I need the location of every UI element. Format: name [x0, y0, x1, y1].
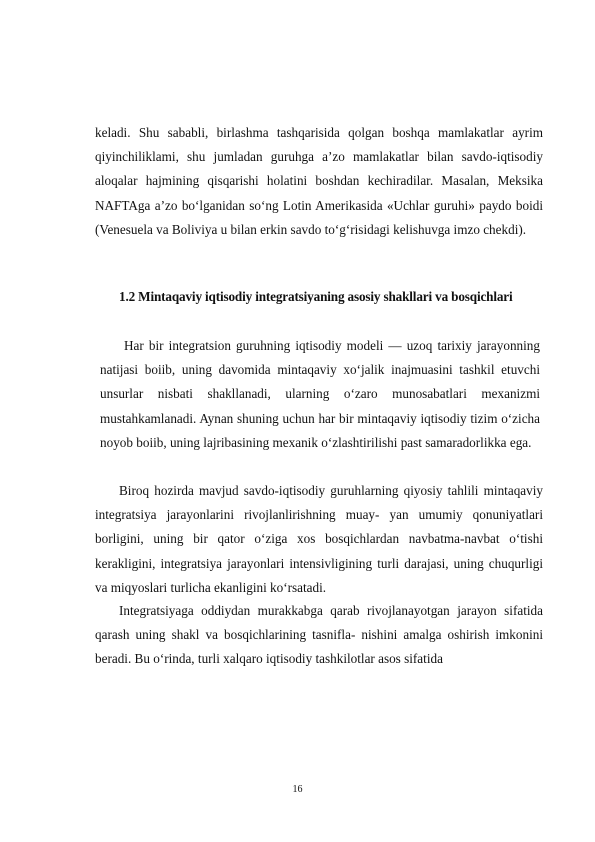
paragraph-comparative-analysis: Biroq hozirda mavjud savdo-iqtisodiy guruhlarning qiyosiy tahlili mintaqaviy integratsiya jarayonlarini rivojlanlirishning muay- yan umumiy qonuniyatlari borligini, uning bir qator o‘ziga xos bosqichlardan navbatma-navbat o‘tishi kerakligini, integratsiya jarayonlari intensivligining turli darajasi, uning chuqurligi va miqyoslari turlicha ekanligini ko‘rsatadi.: [95, 483, 543, 595]
paragraph-economic-model: Har bir integratsion guruhning iqtisodiy modeli — uzoq tarixiy jarayonning natijasi boiib, uning davomida mintaqaviy xo‘jalik inajmuasini tashkil etuvchi unsurlar nisbati shakllanadi, ularning o‘zaro munosabatlari mexanizmi mustahkamlanadi. Aynan shuning uchun har bir mintaqaviy iqtisodiy tizim o‘zicha noyob boiib, uning lajribasining mexanik o‘zlashtirilishi past samaradorlikka ega.: [100, 338, 540, 450]
section-heading: 1.2 Mintaqaviy iqtisodiy integratsiyaning asosiy shakllari va bosqichlari: [119, 289, 513, 304]
page-number: 16: [292, 784, 303, 795]
paragraph-integration-process: Integratsiyaga oddiydan murakkabga qarab rivojlanayotgan jarayon sifatida qarash uning shakl va bosqichlarining tasnifla- nishini amalga oshirish imkonini beradi. Bu o‘rinda, turli xalqaro iqtisodiy tashkilotlar asos sifatida: [95, 603, 543, 667]
paragraph-intro: keladi. Shu sababli, birlashma tashqarisida qolgan boshqa mamlakatlar ayrim qiyinchiliklami, shu jumladan guruhga a’zo mamlakatlar bilan savdo-iqtisodiy aloqalar hajmining qisqarishi holatini boshdan kechiradilar. Masalan, Meksika NAFTAga a’zo bo‘lganidan so‘ng Lotin Amerikasida «Uchlar guruhi» paydo boidi (Venesuela va Boliviya u bilan erkin savdo to‘g‘risidagi kelishuvga imzo chekdi).: [95, 125, 543, 237]
